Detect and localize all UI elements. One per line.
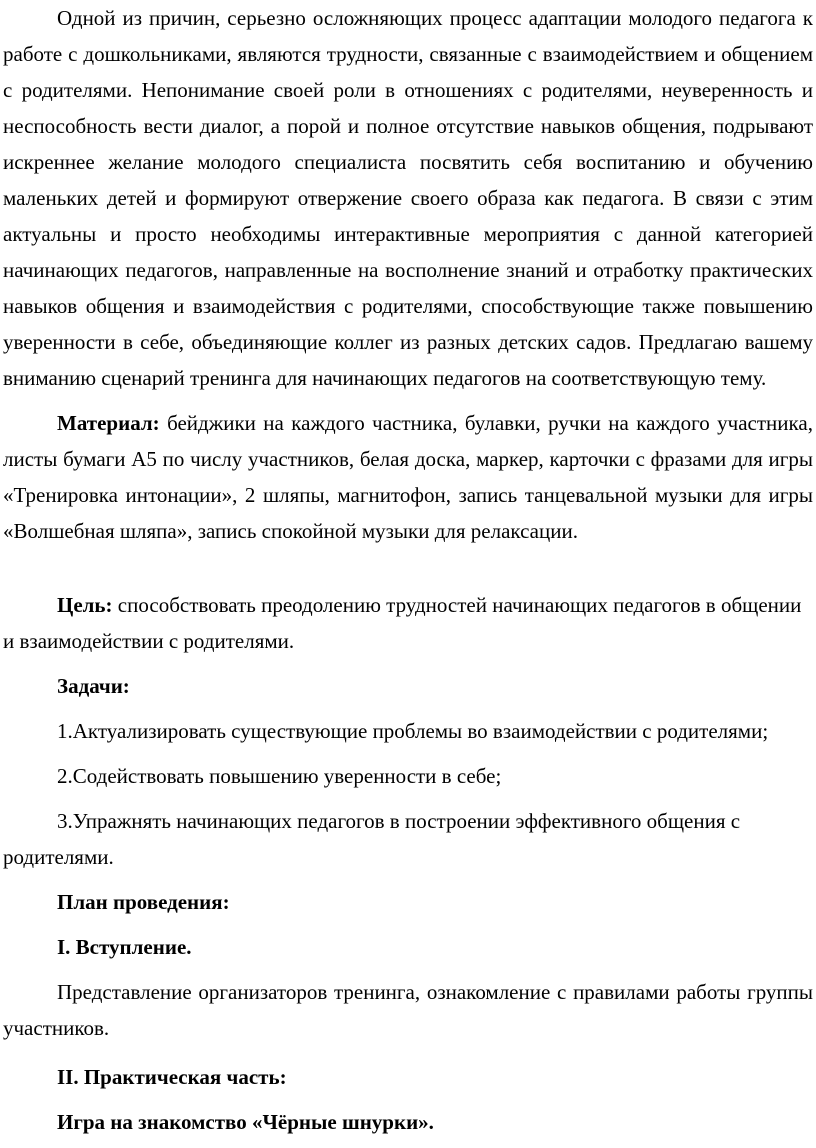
goal-text: способствовать преодолению трудностей начинающих педагогов в общении и взаимодействии с родителями. — [3, 593, 802, 653]
material-paragraph — [3, 405, 813, 549]
goal-paragraph — [3, 587, 813, 659]
game-heading: Игра на знакомство «Чёрные шнурки». — [57, 1110, 434, 1134]
goal-label: Цель: — [57, 593, 113, 617]
section-1-text: Представление организаторов тренинга, ознакомление с правилами работы группы участников. — [3, 980, 813, 1040]
section-1-heading: I. Вступление. — [57, 935, 192, 959]
material-label: Материал: — [57, 411, 160, 435]
intro-paragraph: Одной из причин, серьезно осложняющих процесс адаптации молодого педагога к работе с дошкольниками, являются трудности, связанные с взаимодействием и общением с родителями. Непонимание своей роли в отношениях с родителями, неуверенность и неспособность вести диалог, а порой и полное отсутствие навыков общения, подрывают искреннее желание молодого специалиста посвятить себя воспитанию и обучению маленьких детей и формируют отвержение своего образа как педагога. В связи с этим актуальны и просто необходимы интерактивные мероприятия с данной категорией начинающих педагогов, направленные на восполнение знаний и отработку практических навыков общения и взаимодействия с родителями, способствующие также повышению уверенности в себе, объединяющие коллег из разных детских садов. Предлагаю вашему вниманию сценарий тренинга для начинающих педагогов на соответствующую тему. — [3, 6, 813, 390]
tasks-heading: Задачи: — [57, 674, 130, 698]
plan-heading: План проведения: — [57, 890, 230, 914]
task-item-1: 1.Актуализировать существующие проблемы во взаимодействии с родителями; — [57, 719, 769, 743]
task-item-3: 3.Упражнять начинающих педагогов в построении эффективного общения с родителями. — [3, 809, 741, 869]
document-page — [3, 0, 813, 1140]
section-2-heading: II. Практическая часть: — [57, 1065, 287, 1089]
material-text: бейджики на каждого частника, булавки, ручки на каждого участника, листы бумаги А5 по числу участников, белая доска, маркер, карточки с фразами для игры «Тренировка интонации», 2 шляпы, магнитофон, запись танцевальной музыки для игры «Волшебная шляпа», запись спокойной музыки для релаксации. — [3, 411, 813, 543]
task-item-2: 2.Содействовать повышению уверенности в себе; — [57, 764, 502, 788]
